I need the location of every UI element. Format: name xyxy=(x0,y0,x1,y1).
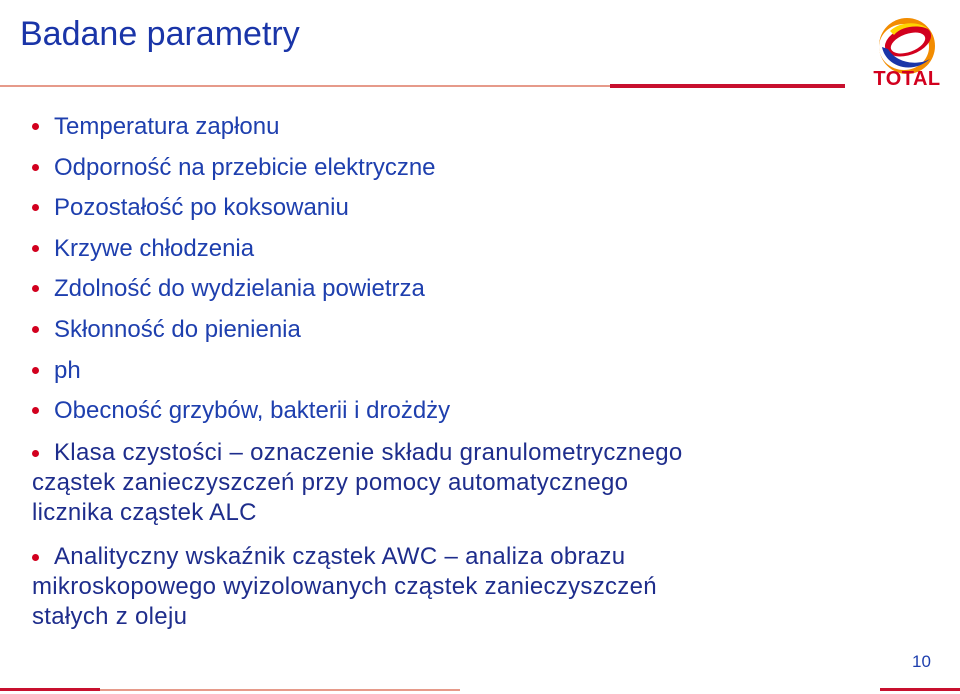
bullet-icon xyxy=(32,367,39,374)
bullet-icon xyxy=(32,450,39,457)
list-item-line xyxy=(32,438,912,468)
footer-divider-left xyxy=(0,688,100,691)
list-item-text: Skłonność do pienienia xyxy=(54,315,301,343)
list-item-text: ph xyxy=(54,356,81,384)
list-item-line: licznika cząstek ALC xyxy=(32,498,257,526)
page-number: 10 xyxy=(912,652,931,671)
list-item-text: Zdolność do wydzielania powietrza xyxy=(54,275,425,303)
list-item-multiline xyxy=(32,542,912,632)
list-item xyxy=(32,356,912,397)
list-item-multiline xyxy=(32,438,912,528)
bullet-icon xyxy=(32,285,39,292)
bullet-icon xyxy=(32,554,39,561)
list-item-text: Pozostałość po koksowaniu xyxy=(54,194,349,222)
list-item-line: mikroskopowego wyizolowanych cząstek zanieczyszczeń xyxy=(32,572,657,600)
list-item-line xyxy=(32,542,912,572)
header-divider-light xyxy=(0,85,610,87)
logo-wordmark: TOTAL xyxy=(873,68,941,90)
list-item xyxy=(32,112,912,153)
slide-title: Badane parametry xyxy=(20,15,300,53)
list-item xyxy=(32,193,912,234)
header-divider xyxy=(0,84,845,89)
list-item-text: Temperatura zapłonu xyxy=(54,113,280,140)
list-item-line: stałych z oleju xyxy=(32,602,188,630)
list-item-text: Krzywe chłodzenia xyxy=(54,234,255,262)
header-divider-dark xyxy=(610,84,845,88)
bullet-icon xyxy=(32,204,39,211)
footer-divider-right xyxy=(880,688,960,691)
line-text: Klasa czystości – oznaczenie składu granulometrycznego xyxy=(54,438,683,466)
list-item-text: Obecność grzybów, bakterii i drożdży xyxy=(54,397,451,425)
bullet-icon xyxy=(32,164,39,171)
parameter-list xyxy=(32,112,912,632)
bullet-icon xyxy=(32,245,39,252)
line-text: Analityczny wskaźnik cząstek AWC – analiza obrazu xyxy=(54,542,626,570)
list-item xyxy=(32,396,912,437)
bullet-icon xyxy=(32,326,39,333)
footer-divider-mid xyxy=(100,689,460,691)
bullet-icon xyxy=(32,407,39,414)
list-item xyxy=(32,234,912,275)
list-item xyxy=(32,153,912,194)
list-item-line: cząstek zanieczyszczeń przy pomocy automatycznego xyxy=(32,468,629,496)
list-item xyxy=(32,315,912,356)
list-item xyxy=(32,274,912,315)
bullet-icon xyxy=(32,123,39,130)
footer-divider xyxy=(0,688,960,692)
list-item-text: Odporność na przebicie elektryczne xyxy=(54,153,436,181)
